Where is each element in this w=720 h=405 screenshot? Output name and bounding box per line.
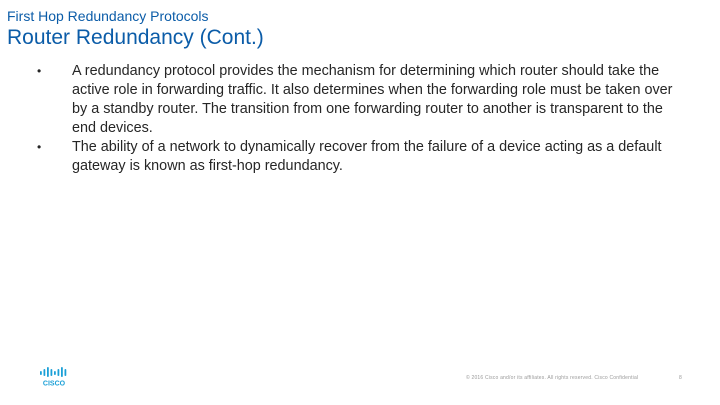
bullet-marker: • <box>37 140 42 154</box>
cisco-logo-text: CISCO <box>42 380 66 387</box>
copyright-text: © 2016 Cisco and/or its affiliates. All rights reserved. Cisco Confidential <box>466 375 639 381</box>
bullet-marker: • <box>37 64 42 78</box>
cisco-logo-icon <box>39 367 69 387</box>
bullet-item <box>37 138 687 176</box>
page-number: 8 <box>679 375 682 381</box>
bullet-item <box>37 62 687 138</box>
slide-title: Router Redundancy (Cont.) <box>7 26 264 49</box>
bullet-text: The ability of a network to dynamically recover from the failure of a device acting as a default gateway is known as first-hop redundancy. <box>72 139 662 174</box>
bullet-text: A redundancy protocol provides the mechanism for determining which router should take the active role in forwarding traffic. It also determines when the forwarding role must be taken over by a standby router. The transition from one forwarding router to another is transparent to the end devices. <box>72 63 673 136</box>
bullet-list <box>37 62 687 176</box>
section-title: First Hop Redundancy Protocols <box>7 8 209 24</box>
